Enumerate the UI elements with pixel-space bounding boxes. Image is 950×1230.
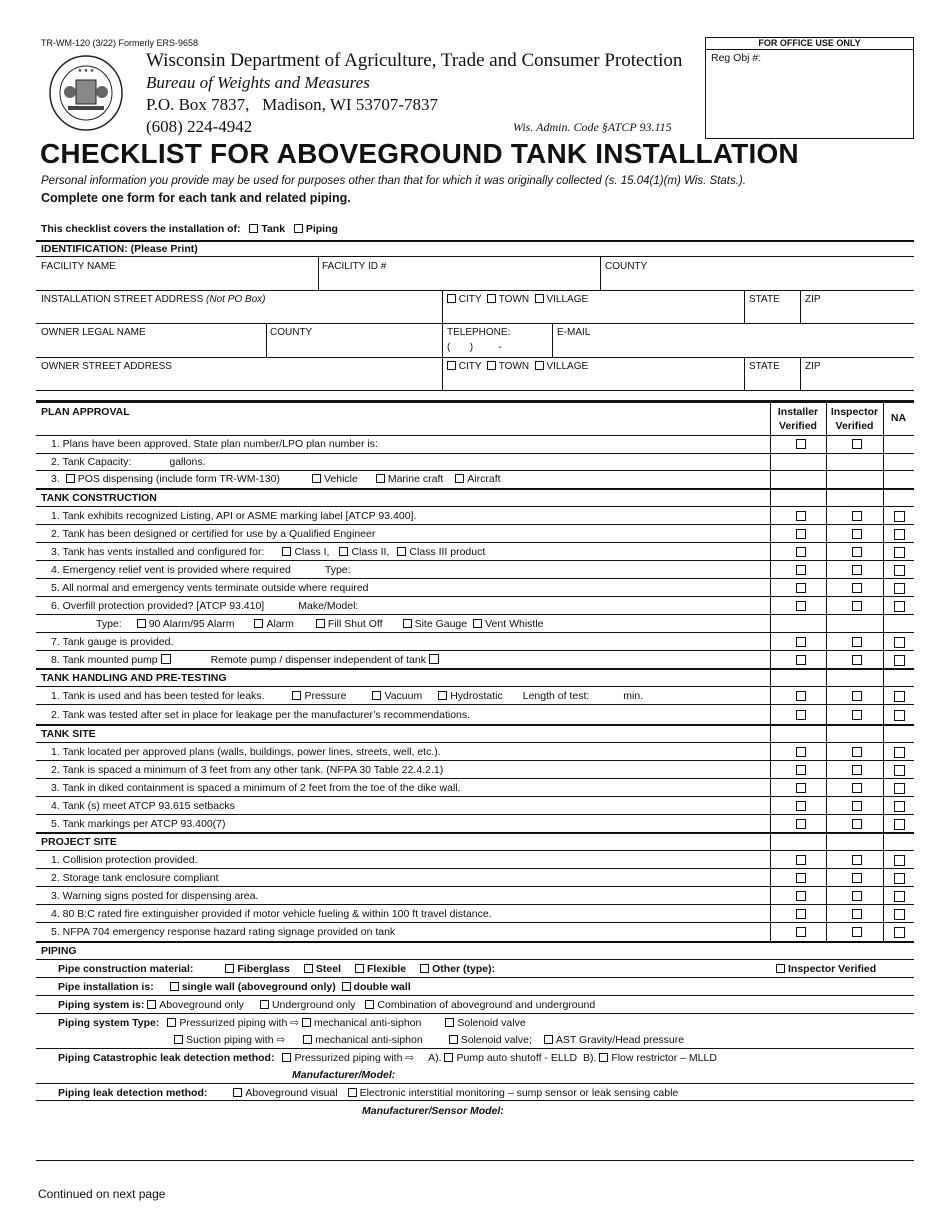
inspector-verified-option: Inspector Verified (776, 963, 876, 975)
city-checkbox[interactable] (447, 294, 456, 303)
construction-item-2: 2. Tank has been designed or certified for use by a Qualified Engineer (51, 528, 376, 540)
pipe-material-row: Pipe construction material: Fiberglass Steel Flexible Other (type): (58, 963, 496, 975)
sensor-model-field[interactable]: Manufacturer/Sensor Model: (362, 1105, 504, 1117)
facility-name-field[interactable]: FACILITY NAME (41, 261, 116, 272)
na-check[interactable] (894, 783, 905, 794)
solenoid-checkbox[interactable] (445, 1018, 454, 1027)
inspector-check[interactable] (852, 909, 862, 919)
installer-check[interactable] (796, 655, 806, 665)
na-check[interactable] (894, 710, 905, 721)
combination-checkbox[interactable] (365, 1000, 374, 1009)
inspector-check[interactable] (852, 855, 862, 865)
na-check[interactable] (894, 819, 905, 830)
na-check[interactable] (894, 547, 905, 558)
aircraft-checkbox[interactable] (455, 474, 464, 483)
installer-check[interactable] (796, 783, 806, 793)
marine-checkbox[interactable] (376, 474, 385, 483)
install-state-field[interactable]: STATE (749, 294, 780, 305)
alarm-checkbox[interactable] (254, 619, 263, 628)
handling-item-2: 2. Tank was tested after set in place for leakage per the manufacturer’s recommendations. (51, 709, 471, 721)
inspector-check[interactable] (852, 747, 862, 757)
construction-item-7: 7. Tank gauge is provided. (51, 636, 174, 648)
inspector-check[interactable] (852, 783, 862, 793)
class2-checkbox[interactable] (339, 547, 348, 556)
agency-name: Wisconsin Department of Agriculture, Trade and Consumer Protection (146, 50, 683, 71)
agency-address: P.O. Box 7837, Madison, WI 53707-7837 (146, 95, 438, 114)
fill-shutoff-checkbox[interactable] (316, 619, 325, 628)
leak-detection-row: Piping leak detection method: Aboveground visual Electronic interstitial monitoring – sump sensor or leak sensing cable (58, 1087, 679, 1099)
town-checkbox[interactable] (487, 361, 496, 370)
alarm90-checkbox[interactable] (137, 619, 146, 628)
tank-checkbox[interactable] (249, 224, 258, 233)
installer-verified-header: Installer Verified (777, 406, 819, 432)
installer-check[interactable] (796, 691, 806, 701)
project-item-1: 1. Collision protection provided. (51, 854, 198, 866)
site-item-5: 5. Tank markings per ATCP 93.400(7) (51, 818, 226, 830)
office-use-box (705, 37, 914, 139)
tank-label: Tank (261, 223, 286, 235)
inspector-check[interactable] (852, 891, 862, 901)
installer-check[interactable] (796, 927, 806, 937)
installer-check[interactable] (796, 819, 806, 829)
installer-check[interactable] (796, 710, 806, 720)
site-item-2: 2. Tank is spaced a minimum of 3 feet from any other tank. (NFPA 30 Table 22.4.2.1) (51, 764, 444, 776)
tank-site-heading: TANK SITE (41, 728, 96, 740)
installer-check[interactable] (796, 637, 806, 647)
identification-heading: IDENTIFICATION: (Please Print) (41, 243, 198, 255)
solenoid-2-checkbox[interactable] (449, 1035, 458, 1044)
continued-note: Continued on next page (38, 1187, 166, 1201)
na-check[interactable] (894, 655, 905, 666)
electronic-monitoring-checkbox[interactable] (348, 1088, 357, 1097)
inspector-check[interactable] (852, 655, 862, 665)
aboveground-visual-checkbox[interactable] (233, 1088, 242, 1097)
city-checkbox[interactable] (447, 361, 456, 370)
na-check[interactable] (894, 747, 905, 758)
na-check[interactable] (894, 583, 905, 594)
piping-checkbox[interactable] (294, 224, 303, 233)
hydrostatic-checkbox[interactable] (438, 691, 447, 700)
construction-item-3: 3. Tank has vents installed and configured for: Class I, Class II, Class III product (51, 546, 486, 558)
state-seal (48, 54, 124, 132)
overfill-type-row: Type: 90 Alarm/95 Alarm Alarm Fill Shut Off Site Gauge Vent Whistle (96, 618, 544, 630)
installer-check[interactable] (796, 529, 806, 539)
telephone-field[interactable]: ( ) - (447, 342, 502, 353)
site-item-1: 1. Tank located per approved plans (walls, buildings, power lines, streets, well, etc.). (51, 746, 441, 758)
pressurized-checkbox[interactable] (167, 1018, 176, 1027)
inspector-verified-header: Inspector Verified (830, 406, 879, 432)
inspector-check[interactable] (852, 601, 862, 611)
plan-item-2: 2. Tank Capacity: gallons. (51, 456, 206, 468)
office-use-title: FOR OFFICE USE ONLY (706, 38, 913, 50)
vent-whistle-checkbox[interactable] (473, 619, 482, 628)
installer-check[interactable] (796, 565, 806, 575)
construction-item-4: 4. Emergency relief vent is provided where required Type: (51, 564, 351, 576)
installer-check[interactable] (796, 891, 806, 901)
project-item-5: 5. NFPA 704 emergency response hazard rating signage provided on tank (51, 926, 396, 938)
fiberglass-checkbox[interactable] (225, 964, 234, 973)
handling-item-1: 1. Tank is used and has been tested for leaks. Pressure Vacuum Hydrostatic Length of test: min. (51, 690, 644, 702)
tank-construction-heading: TANK CONSTRUCTION (41, 492, 157, 504)
bureau-name: Bureau of Weights and Measures (146, 73, 370, 92)
inspector-check[interactable] (852, 439, 862, 449)
facility-id-field[interactable]: FACILITY ID # (322, 261, 387, 272)
installer-check[interactable] (796, 601, 806, 611)
catastrophic-leak-row: Piping Catastrophic leak detection method: Pressurized piping with ⇨ A). Pump auto shutoff - ELLD B). Flow restrictor – MLLD (58, 1052, 717, 1064)
inspector-check[interactable] (852, 765, 862, 775)
tank-pump-checkbox[interactable] (161, 654, 171, 664)
inspector-check[interactable] (852, 547, 862, 557)
class3-checkbox[interactable] (397, 547, 406, 556)
county-field[interactable]: COUNTY (605, 261, 648, 272)
aboveground-checkbox[interactable] (147, 1000, 156, 1009)
owner-zip-field[interactable]: ZIP (805, 361, 821, 372)
project-item-3: 3. Warning signs posted for dispensing area. (51, 890, 259, 902)
flexible-checkbox[interactable] (355, 964, 364, 973)
village-checkbox[interactable] (535, 361, 544, 370)
installer-check[interactable] (796, 855, 806, 865)
inspector-check[interactable] (852, 710, 862, 720)
mech-anti-siphon-checkbox[interactable] (302, 1018, 311, 1027)
construction-item-6: 6. Overfill protection provided? [ATCP 93.410] Make/Model: (51, 600, 359, 612)
install-address-field[interactable]: INSTALLATION STREET ADDRESS (Not PO Box) (41, 294, 266, 305)
installer-check[interactable] (796, 765, 806, 775)
telephone-label: TELEPHONE: (447, 327, 511, 338)
site-item-3: 3. Tank in diked containment is spaced a minimum of 2 feet from the toe of the dike wall. (51, 782, 461, 794)
underground-checkbox[interactable] (260, 1000, 269, 1009)
pipe-installation-row: Pipe installation is: single wall (aboveground only) double wall (58, 981, 411, 993)
piping-type-row-2: Suction piping with ⇨ mechanical anti-siphon Solenoid valve; AST Gravity/Head pressure (174, 1034, 684, 1046)
project-item-4: 4. 80 B:C rated fire extinguisher provided if motor vehicle fueling & within 100 ft travel distance. (51, 908, 492, 920)
installer-check[interactable] (796, 511, 806, 521)
na-check[interactable] (894, 927, 905, 938)
piping-type-row-1: Piping system Type: Pressurized piping with ⇨ mechanical anti-siphon Solenoid valve (58, 1017, 526, 1029)
svg-text:★ ★ ★: ★ ★ ★ (77, 68, 95, 74)
inspector-check[interactable] (852, 927, 862, 937)
project-item-2: 2. Storage tank enclosure compliant (51, 872, 219, 884)
inspector-check[interactable] (852, 583, 862, 593)
owner-name-field[interactable]: OWNER LEGAL NAME (41, 327, 146, 338)
manufacturer-model-field[interactable]: Manufacturer/Model: (292, 1069, 396, 1081)
construction-item-5: 5. All normal and emergency vents terminate outside where required (51, 582, 369, 594)
installer-check[interactable] (796, 873, 806, 883)
na-check[interactable] (894, 891, 905, 902)
construction-item-8: 8. Tank mounted pump Remote pump / dispenser independent of tank (51, 654, 439, 666)
covers-line (41, 223, 338, 235)
na-check[interactable] (894, 855, 905, 866)
mech-anti-siphon-2-checkbox[interactable] (303, 1035, 312, 1044)
plan-approval-heading: PLAN APPROVAL (41, 406, 130, 418)
steel-checkbox[interactable] (304, 964, 313, 973)
owner-county-field[interactable]: COUNTY (270, 327, 313, 338)
other-type-checkbox[interactable] (420, 964, 429, 973)
pressure-checkbox[interactable] (292, 691, 301, 700)
inspector-check[interactable] (852, 873, 862, 883)
pump-shutoff-checkbox[interactable] (444, 1053, 453, 1062)
pos-checkbox[interactable] (66, 474, 75, 483)
tank-handling-heading: TANK HANDLING AND PRE-TESTING (41, 672, 227, 684)
inspector-verified-checkbox[interactable] (776, 964, 785, 973)
piping-system-row: Piping system is: Aboveground only Underground only Combination of aboveground and underground (58, 999, 596, 1011)
installer-check[interactable] (796, 439, 806, 449)
na-check[interactable] (894, 601, 905, 612)
email-field[interactable]: E-MAIL (557, 327, 591, 338)
inspector-check[interactable] (852, 801, 862, 811)
installer-check[interactable] (796, 583, 806, 593)
construction-item-1: 1. Tank exhibits recognized Listing, API or ASME marking label [ATCP 93.400]. (51, 510, 417, 522)
na-header: NA (890, 412, 907, 424)
admin-code: Wis. Admin. Code §ATCP 93.115 (513, 120, 672, 134)
ast-gravity-checkbox[interactable] (544, 1035, 553, 1044)
installer-check[interactable] (796, 747, 806, 757)
na-check[interactable] (894, 529, 905, 540)
plan-item-1: 1. Plans have been approved. State plan number/LPO plan number is: (51, 438, 378, 450)
class1-checkbox[interactable] (282, 547, 291, 556)
install-city-type[interactable]: CITY TOWN VILLAGE (447, 294, 588, 305)
double-wall-checkbox[interactable] (342, 982, 351, 991)
installer-check[interactable] (796, 801, 806, 811)
project-site-heading: PROJECT SITE (41, 836, 117, 848)
suction-checkbox[interactable] (174, 1035, 183, 1044)
instruction: Complete one form for each tank and related piping. (41, 191, 351, 205)
inspector-check[interactable] (852, 529, 862, 539)
covers-label: This checklist covers the installation of: (41, 223, 241, 235)
privacy-notice: Personal information you provide may be used for purposes other than that for which it was originally collected (s. 15.04(1)(m) Wis. Stats.). (41, 175, 746, 187)
na-check[interactable] (894, 909, 905, 920)
reg-obj-label: Reg Obj #: (711, 52, 762, 64)
na-check[interactable] (894, 801, 905, 812)
na-check[interactable] (894, 637, 905, 648)
village-checkbox[interactable] (535, 294, 544, 303)
installer-check[interactable] (796, 909, 806, 919)
na-check[interactable] (894, 873, 905, 884)
inspector-check[interactable] (852, 691, 862, 701)
form-number: TR-WM-120 (3/22) Formerly ERS-9658 (41, 38, 199, 48)
site-gauge-checkbox[interactable] (403, 619, 412, 628)
na-check[interactable] (894, 511, 905, 522)
vehicle-checkbox[interactable] (312, 474, 321, 483)
vacuum-checkbox[interactable] (372, 691, 381, 700)
plan-item-3: 3. POS dispensing (include form TR-WM-130) Vehicle Marine craft Aircraft (51, 473, 501, 485)
owner-address-field[interactable]: OWNER STREET ADDRESS (41, 361, 172, 372)
na-check[interactable] (894, 765, 905, 776)
inspector-check[interactable] (852, 565, 862, 575)
page-title: CHECKLIST FOR ABOVEGROUND TANK INSTALLATION (40, 138, 799, 169)
flow-restrictor-checkbox[interactable] (599, 1053, 608, 1062)
piping-heading: PIPING (41, 945, 77, 957)
town-checkbox[interactable] (487, 294, 496, 303)
owner-city-type[interactable]: CITY TOWN VILLAGE (447, 361, 588, 372)
inspector-check[interactable] (852, 819, 862, 829)
remote-pump-checkbox[interactable] (429, 654, 439, 664)
agency-phone: (608) 224-4942 (146, 117, 253, 136)
na-check[interactable] (894, 691, 905, 702)
single-wall-checkbox[interactable] (170, 982, 179, 991)
owner-state-field[interactable]: STATE (749, 361, 780, 372)
site-item-4: 4. Tank (s) meet ATCP 93.615 setbacks (51, 800, 235, 812)
installer-check[interactable] (796, 547, 806, 557)
cat-pressurized-checkbox[interactable] (282, 1053, 291, 1062)
na-check[interactable] (894, 565, 905, 576)
piping-label: Piping (305, 223, 338, 235)
install-zip-field[interactable]: ZIP (805, 294, 821, 305)
inspector-check[interactable] (852, 637, 862, 647)
inspector-check[interactable] (852, 511, 862, 521)
